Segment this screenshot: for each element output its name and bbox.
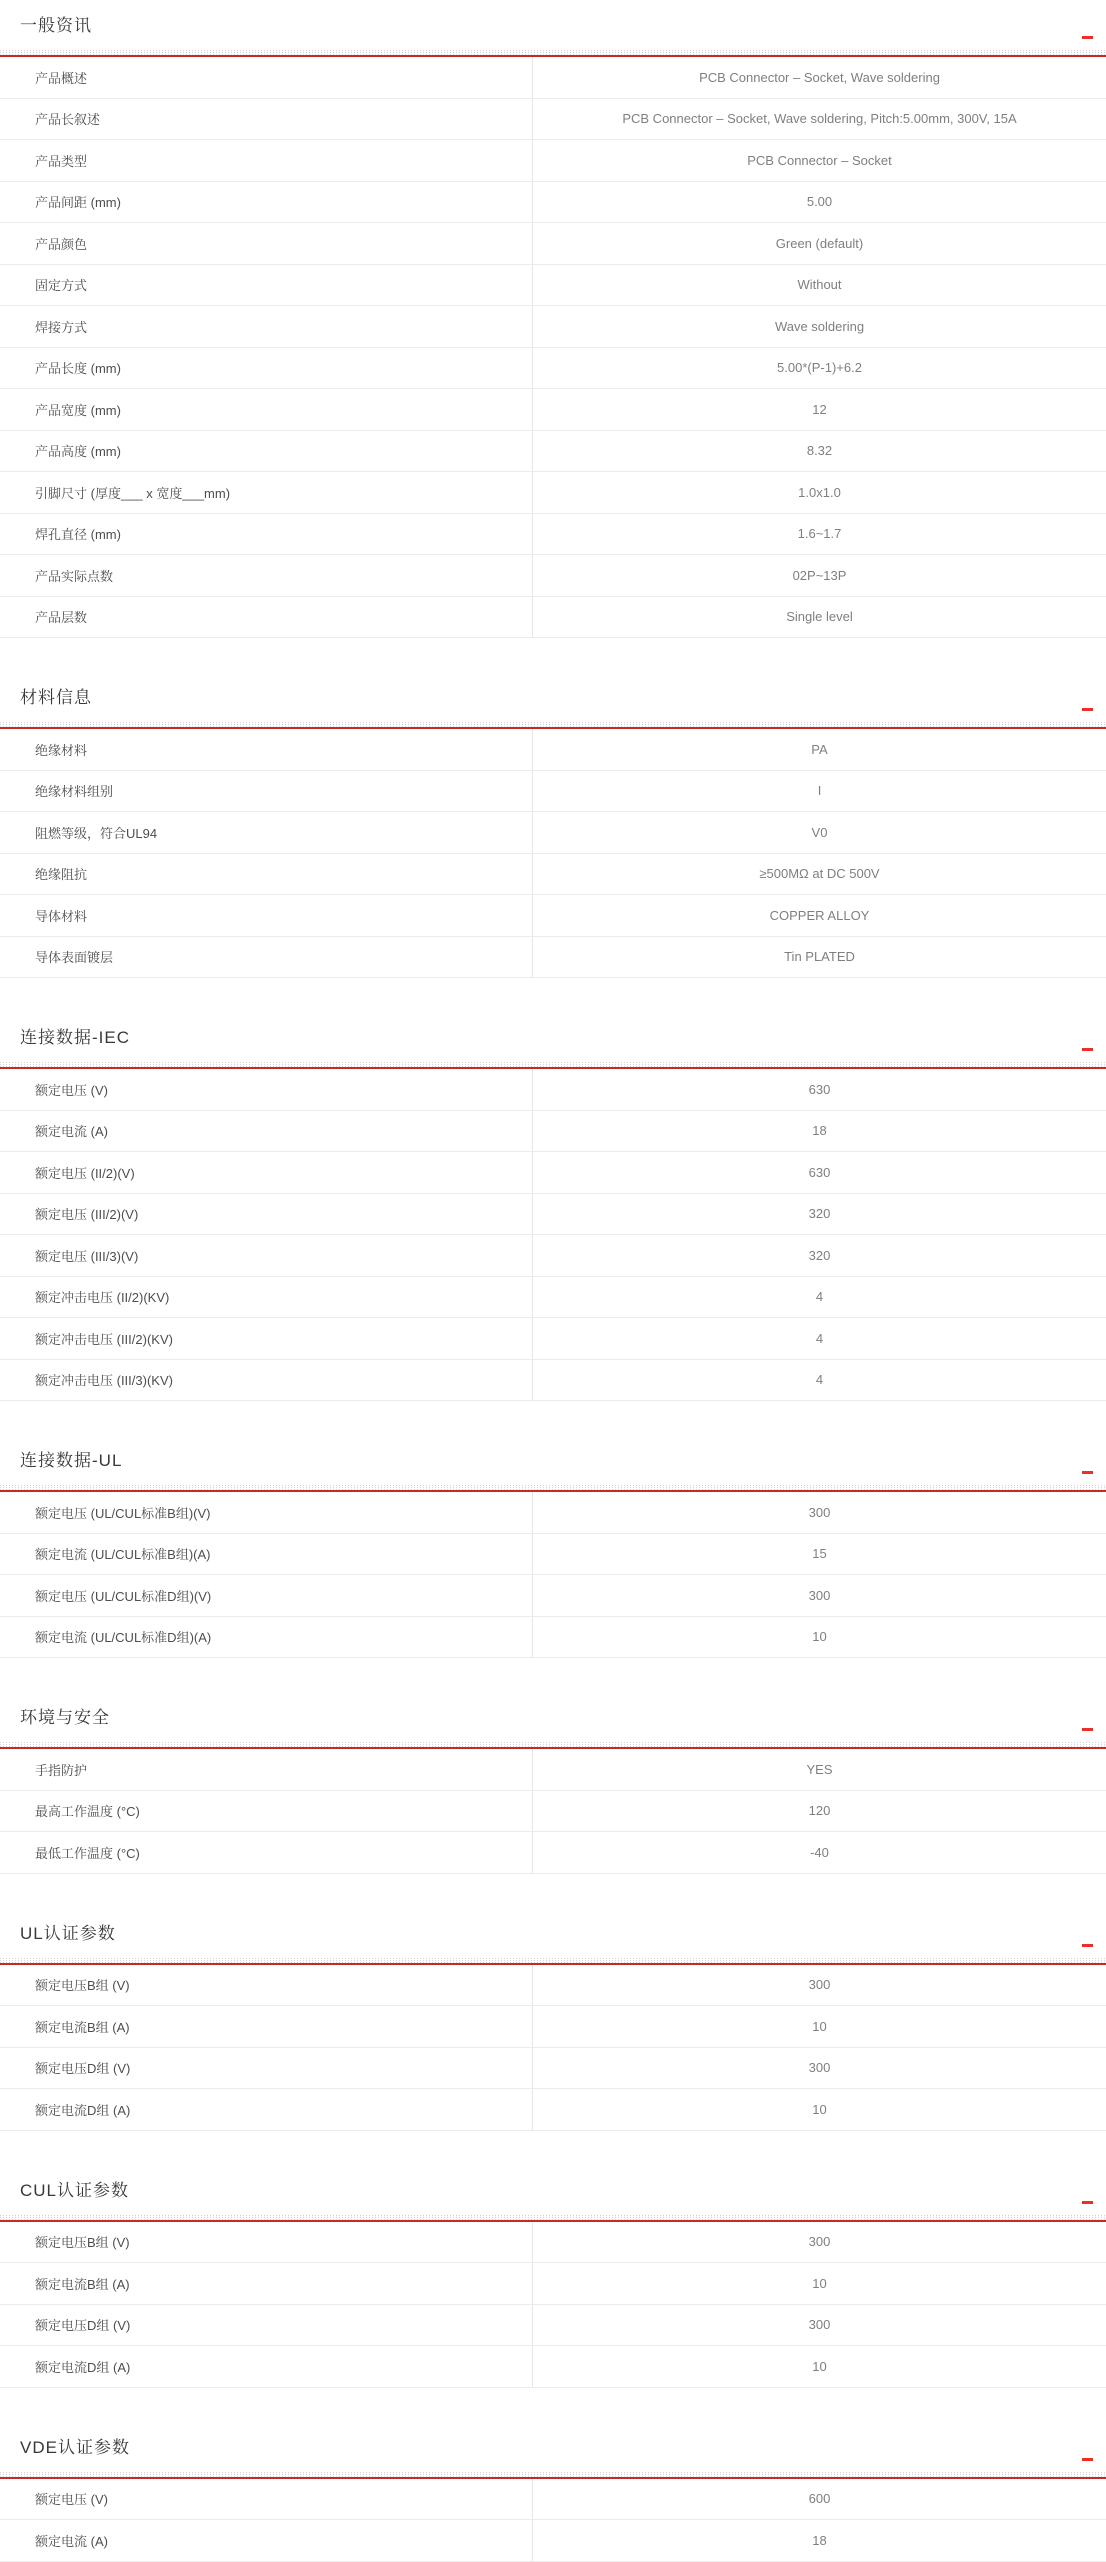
row-label: 产品层数 <box>0 597 533 638</box>
table-row <box>0 1791 1106 1833</box>
section-header <box>0 688 1106 722</box>
section-title: 材料信息 <box>20 688 92 707</box>
row-label: 最低工作温度 (°C) <box>0 1832 533 1873</box>
row-label: 产品实际点数 <box>0 555 533 596</box>
row-label: 导体表面镀层 <box>0 937 533 978</box>
spec-table <box>0 2479 1106 2562</box>
row-value: 10 <box>812 1629 827 1645</box>
row-value: PCB Connector – Socket <box>747 152 892 168</box>
row-label: 绝缘材料组别 <box>0 771 533 812</box>
table-row <box>0 2305 1106 2347</box>
row-label: 固定方式 <box>0 265 533 306</box>
row-value: 4 <box>815 1330 824 1346</box>
row-value: 5.00 <box>806 194 833 210</box>
table-row <box>0 1277 1106 1319</box>
table-row <box>0 99 1106 141</box>
row-value: 5.00*(P-1)+6.2 <box>777 360 862 376</box>
row-value: Green (default) <box>775 235 864 251</box>
table-row <box>0 1749 1106 1791</box>
table-row <box>0 1575 1106 1617</box>
collapse-minus-icon[interactable] <box>1082 1944 1093 1947</box>
row-value: 1.6~1.7 <box>797 526 842 542</box>
row-label: 额定电流 (UL/CUL标准D组)(A) <box>0 1617 533 1658</box>
row-label: 额定电流 (A) <box>0 2520 533 2561</box>
row-label: 产品宽度 (mm) <box>0 389 533 430</box>
section-title: UL认证参数 <box>20 1923 116 1943</box>
row-label: 额定电流D组 (A) <box>0 2346 533 2387</box>
row-label: 额定电压D组 (V) <box>0 2305 533 2346</box>
section-title: 一般资讯 <box>20 16 92 35</box>
row-label: 额定冲击电压 (III/2)(KV) <box>0 1318 533 1359</box>
table-row <box>0 2089 1106 2131</box>
table-row <box>0 1492 1106 1534</box>
row-value: PCB Connector – Socket, Wave soldering, Pitch:5.00mm, 300V, 15A <box>622 111 1017 127</box>
row-label: 额定电压 (V) <box>0 2479 533 2520</box>
row-label: 额定电压 (UL/CUL标准D组)(V) <box>0 1575 533 1616</box>
table-row <box>0 514 1106 556</box>
row-value: 300 <box>808 1977 831 1993</box>
spec-table <box>0 1492 1106 1658</box>
row-value: Without <box>797 277 842 293</box>
collapse-minus-icon[interactable] <box>1082 36 1093 39</box>
collapse-minus-icon[interactable] <box>1082 1728 1093 1731</box>
spec-section-3 <box>0 1028 1106 1401</box>
row-value: ≥500MΩ at DC 500V <box>759 866 880 882</box>
section-title: 连接数据-IEC <box>20 1028 130 1047</box>
collapse-minus-icon[interactable] <box>1082 2458 1093 2461</box>
table-row <box>0 431 1106 473</box>
row-value: 1.0x1.0 <box>798 484 841 500</box>
table-row <box>0 348 1106 390</box>
row-label: 绝缘阻抗 <box>0 854 533 895</box>
section-header <box>0 16 1106 50</box>
row-label: 产品类型 <box>0 140 533 181</box>
row-value: 630 <box>808 1164 831 1180</box>
row-label: 额定电流 (UL/CUL标准B组)(A) <box>0 1534 533 1575</box>
row-value: 300 <box>808 2234 831 2250</box>
row-label: 额定电压 (UL/CUL标准B组)(V) <box>0 1492 533 1533</box>
row-label: 焊接方式 <box>0 306 533 347</box>
row-value: 300 <box>808 2317 831 2333</box>
row-value: YES <box>806 1761 833 1777</box>
table-row <box>0 2346 1106 2388</box>
section-title: 环境与安全 <box>20 1708 110 1727</box>
section-header <box>0 2181 1106 2215</box>
table-row <box>0 729 1106 771</box>
table-row <box>0 57 1106 99</box>
row-label: 额定电压 (III/2)(V) <box>0 1194 533 1235</box>
row-label: 焊孔直径 (mm) <box>0 514 533 555</box>
row-label: 产品高度 (mm) <box>0 431 533 472</box>
row-label: 产品颜色 <box>0 223 533 264</box>
row-value: 12 <box>812 401 827 417</box>
row-label: 额定电压 (III/3)(V) <box>0 1235 533 1276</box>
row-value: 300 <box>808 2060 831 2076</box>
spec-section-4 <box>0 1451 1106 1658</box>
table-row <box>0 1534 1106 1576</box>
row-label: 额定电压 (V) <box>0 1069 533 1110</box>
row-value: 8.32 <box>806 443 833 459</box>
table-row <box>0 1360 1106 1402</box>
table-row <box>0 2263 1106 2305</box>
row-value: 120 <box>808 1803 831 1819</box>
product-spec-page <box>0 16 1106 2562</box>
section-header <box>0 1924 1106 1958</box>
table-row <box>0 771 1106 813</box>
table-row <box>0 472 1106 514</box>
section-header <box>0 2438 1106 2472</box>
spec-section-1 <box>0 16 1106 638</box>
row-value: 15 <box>812 1546 827 1562</box>
table-row <box>0 854 1106 896</box>
row-value: 4 <box>815 1372 824 1388</box>
spec-table <box>0 1965 1106 2131</box>
spec-section-2 <box>0 688 1106 978</box>
table-row <box>0 1152 1106 1194</box>
table-row <box>0 937 1106 979</box>
table-row <box>0 1832 1106 1874</box>
table-row <box>0 812 1106 854</box>
section-header <box>0 1708 1106 1742</box>
row-value: 10 <box>812 2275 827 2291</box>
row-label: 额定电压B组 (V) <box>0 1965 533 2006</box>
spec-table <box>0 729 1106 978</box>
row-value: 18 <box>812 2532 827 2548</box>
table-row <box>0 1235 1106 1277</box>
row-value: 10 <box>812 2101 827 2117</box>
section-title: VDE认证参数 <box>20 2437 130 2457</box>
row-value: PCB Connector – Socket, Wave soldering <box>699 69 940 85</box>
row-label: 最高工作温度 (°C) <box>0 1791 533 1832</box>
row-label: 产品长叙述 <box>0 99 533 140</box>
spec-section-7 <box>0 2181 1106 2388</box>
row-label: 绝缘材料 <box>0 729 533 770</box>
spec-section-6 <box>0 1924 1106 2131</box>
row-label: 导体材料 <box>0 895 533 936</box>
row-value: Tin PLATED <box>784 949 855 965</box>
row-label: 额定电流 (A) <box>0 1111 533 1152</box>
collapse-minus-icon[interactable] <box>1082 708 1093 711</box>
table-row <box>0 140 1106 182</box>
table-row <box>0 389 1106 431</box>
row-label: 额定电流B组 (A) <box>0 2006 533 2047</box>
section-header <box>0 1028 1106 1062</box>
table-row <box>0 1069 1106 1111</box>
row-value: 630 <box>808 1081 831 1097</box>
row-value: Single level <box>786 609 853 625</box>
table-row <box>0 2048 1106 2090</box>
row-value: 600 <box>808 2491 831 2507</box>
row-label: 产品概述 <box>0 57 533 98</box>
table-row <box>0 1194 1106 1236</box>
row-value: I <box>817 783 822 799</box>
row-value: -40 <box>810 1844 829 1860</box>
table-row <box>0 182 1106 224</box>
spec-table <box>0 2222 1106 2388</box>
table-row <box>0 2520 1106 2562</box>
table-row <box>0 895 1106 937</box>
table-row <box>0 2006 1106 2048</box>
collapse-minus-icon[interactable] <box>1082 1048 1093 1051</box>
collapse-minus-icon[interactable] <box>1082 1471 1093 1474</box>
row-value: 10 <box>812 2358 827 2374</box>
row-value: V0 <box>811 824 828 840</box>
row-value: 4 <box>815 1289 824 1305</box>
row-value: 02P~13P <box>792 567 847 583</box>
row-label: 额定冲击电压 (II/2)(KV) <box>0 1277 533 1318</box>
table-row <box>0 2479 1106 2521</box>
row-value: Wave soldering <box>774 318 865 334</box>
row-label: 额定电压B组 (V) <box>0 2222 533 2263</box>
row-value: 18 <box>812 1123 827 1139</box>
section-header <box>0 1451 1106 1485</box>
table-row <box>0 555 1106 597</box>
row-label: 额定电流B组 (A) <box>0 2263 533 2304</box>
table-row <box>0 1965 1106 2007</box>
spec-table <box>0 1069 1106 1401</box>
spec-table <box>0 57 1106 638</box>
table-row <box>0 223 1106 265</box>
section-title: CUL认证参数 <box>20 2180 130 2200</box>
row-label: 额定电压D组 (V) <box>0 2048 533 2089</box>
spec-table <box>0 1749 1106 1874</box>
row-value: PA <box>811 741 828 757</box>
row-label: 手指防护 <box>0 1749 533 1790</box>
table-row <box>0 1111 1106 1153</box>
row-label: 阻燃等级，符合UL94 <box>0 812 533 853</box>
table-row <box>0 1617 1106 1659</box>
row-label: 额定电压 (II/2)(V) <box>0 1152 533 1193</box>
table-row <box>0 1318 1106 1360</box>
collapse-minus-icon[interactable] <box>1082 2201 1093 2204</box>
row-value: 300 <box>808 1504 831 1520</box>
row-label: 产品间距 (mm) <box>0 182 533 223</box>
row-value: COPPER ALLOY <box>769 907 870 923</box>
row-value: 10 <box>812 2018 827 2034</box>
row-value: 300 <box>808 1587 831 1603</box>
spec-section-8 <box>0 2438 1106 2562</box>
row-label: 额定电流D组 (A) <box>0 2089 533 2130</box>
table-row <box>0 2222 1106 2264</box>
row-value: 320 <box>808 1206 831 1222</box>
row-label: 产品长度 (mm) <box>0 348 533 389</box>
spec-section-5 <box>0 1708 1106 1874</box>
table-row <box>0 597 1106 639</box>
row-label: 额定冲击电压 (III/3)(KV) <box>0 1360 533 1401</box>
table-row <box>0 265 1106 307</box>
row-label: 引脚尺寸 (厚度___ x 宽度___mm) <box>0 472 533 513</box>
table-row <box>0 306 1106 348</box>
row-value: 320 <box>808 1247 831 1263</box>
section-title: 连接数据-UL <box>20 1451 123 1470</box>
